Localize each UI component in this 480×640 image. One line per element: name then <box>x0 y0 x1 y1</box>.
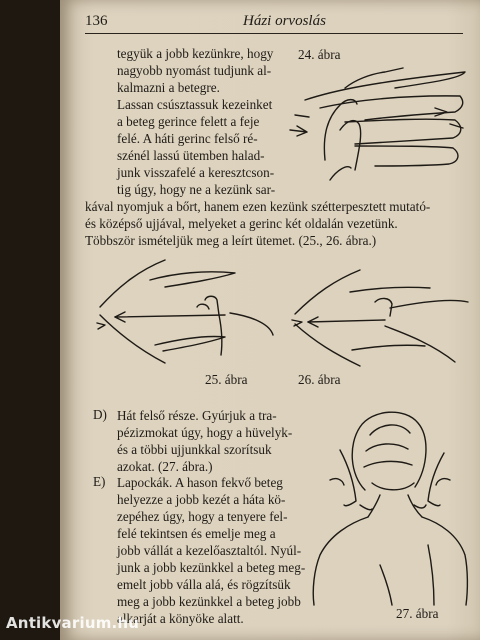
figure-25-caption: 25. ábra <box>205 372 248 387</box>
text-line: Lassan csúsztassuk kezeinket <box>117 97 273 112</box>
text-line: alkarját a könyöke alatt. <box>117 611 244 626</box>
text-line: tig úgy, hogy ne a kezünk sar- <box>117 182 276 197</box>
text-line: helyezze a jobb kezét a háta kö- <box>117 492 286 507</box>
running-title: Házi orvoslás <box>243 13 326 29</box>
text-line: kalmazni a betegre. <box>117 80 220 95</box>
item-d-label: D) <box>93 407 107 422</box>
text-line: Lapockák. A hason fekvő beteg <box>117 475 283 490</box>
page-number: 136 <box>85 13 108 29</box>
text-line: emelt jobb válla alá, és rögzítsük <box>117 577 291 592</box>
text-line: pézizmokat úgy, hogy a hüvelyk- <box>117 425 293 440</box>
text-line: meg a jobb kezünkkel a beteg jobb <box>117 594 301 609</box>
text-line: zepéhez úgy, hogy a tenyere fel- <box>117 509 288 524</box>
text-line: felé tekintsen és emelje meg a <box>117 526 276 541</box>
text-line: Többször ismételjük meg a leírt ütemet. (25., 26. ábra.) <box>85 233 377 248</box>
text-line: Hát felső része. Gyúrjuk a tra- <box>117 408 277 423</box>
text-line: és középső ujjával, melyeket a gerinc két oldalán vezetünk. <box>85 216 398 231</box>
text-line: jobb vállát a kezelőasztaltól. Nyúl- <box>117 543 302 558</box>
figure-27-illustration <box>310 405 470 605</box>
figure-24-caption: 24. ábra <box>298 47 341 62</box>
header-rule <box>85 33 463 34</box>
text-line: nagyobb nyomást tudjunk al- <box>117 63 272 78</box>
text-line: junk visszafelé a keresztcson- <box>117 165 275 180</box>
item-d-text <box>117 407 292 475</box>
figure-27-caption: 27. ábra <box>396 606 439 621</box>
item-e-text <box>117 474 305 627</box>
text-line: junk a jobb kezünkkel a beteg meg- <box>117 560 306 575</box>
item-e-label: E) <box>93 474 106 489</box>
text-line: azokat. (27. ábra.) <box>117 459 213 474</box>
text-line: kával nyomjuk a bőrt, hanem ezen kezünk szétterpesztett mutató- <box>85 199 431 214</box>
paragraph-2 <box>85 198 430 249</box>
figure-25-illustration <box>95 255 275 370</box>
text-line: szénél lassú ütemben halad- <box>117 148 265 163</box>
figure-26-caption: 26. ábra <box>298 372 341 387</box>
figure-24-illustration <box>285 60 470 185</box>
figure-26-illustration <box>290 262 470 370</box>
text-line: és a többi ujjunkkal szorítsuk <box>117 442 272 457</box>
watermark: Antikvarium.hu <box>6 614 140 632</box>
text-line: tegyük a jobb kezünkre, hogy <box>117 46 274 61</box>
paragraph-1 <box>117 45 275 198</box>
text-line: a beteg gerince felett a feje <box>117 114 260 129</box>
text-line: felé. A háti gerinc felső ré- <box>117 131 258 146</box>
page-header <box>85 13 465 33</box>
